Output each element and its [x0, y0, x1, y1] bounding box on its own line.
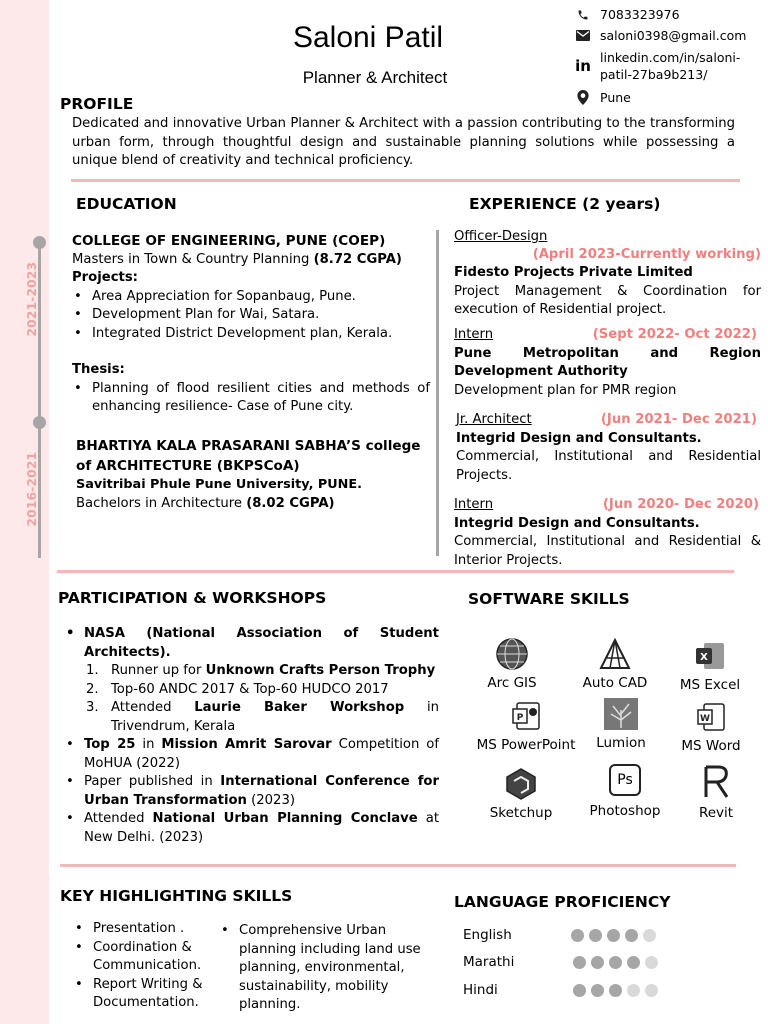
software-label: MS Excel — [679, 677, 741, 693]
exp-role: Intern — [454, 497, 494, 512]
coep-thesis-list — [72, 380, 430, 417]
language-name: Marathi — [463, 954, 515, 970]
software-excel — [672, 638, 748, 694]
timeline-year-2016-2021: 2016-2021 — [23, 451, 39, 527]
list-item: • Coordination & Communication. — [73, 939, 223, 976]
divider-bottom — [60, 864, 736, 867]
proficiency-dot-filled — [607, 929, 620, 942]
list-item: • Integrated District Development plan, Kerala. — [72, 325, 430, 344]
contact-email[interactable] — [572, 27, 746, 44]
proficiency-dots — [573, 984, 658, 997]
phone-icon — [572, 6, 594, 23]
list-item: • Comprehensive Urban planning including land use planning, environmental, sustainability, mobility planning. — [219, 922, 441, 1015]
proficiency-dot-empty — [643, 929, 656, 942]
bkps-university: Savitribai Phule Pune University, PUNE. — [76, 477, 362, 492]
svg-text:P: P — [516, 713, 524, 723]
candidate-title: Planner & Architect — [302, 68, 448, 87]
proficiency-dots — [573, 956, 658, 969]
list-item: • Attended National Urban Planning Conclave at New Delhi. (2023) — [64, 810, 439, 847]
nasa-text: NASA (National Association of Student Architects). — [84, 626, 439, 660]
proficiency-dot-filled — [625, 929, 638, 942]
proficiency-dot-filled — [573, 956, 586, 969]
proficiency-dot-filled — [609, 956, 622, 969]
exp-desc: Development plan for PMR region — [454, 382, 677, 398]
list-item — [64, 625, 439, 662]
list-item: 2. Top-60 ANDC 2017 & Top-60 HUDCO 2017 — [86, 681, 389, 697]
revit-icon — [684, 762, 748, 802]
software-heading: SOFTWARE SKILLS — [468, 590, 630, 608]
linkedin-icon: in — [575, 56, 591, 75]
exp-desc: Commercial, Institutional and Residential Projects. — [456, 449, 761, 483]
coep-college: COLLEGE OF ENGINEERING, PUNE (COEP) — [72, 233, 386, 249]
candidate-name: Saloni Patil — [292, 21, 444, 54]
experience-item-4 — [454, 496, 761, 570]
exp-desc: Project Management & Coordination for execution of Residential project. — [454, 283, 761, 317]
proficiency-dot-filled — [591, 956, 604, 969]
exp-role: Jr. Architect — [456, 412, 532, 427]
proficiency-dot-filled — [627, 956, 640, 969]
autocad-icon — [574, 636, 656, 672]
coep-degree: Masters in Town & Country Planning — [72, 251, 310, 267]
list-item: • Planning of flood resilient cities and methods of enhancing resilience- Case of Pune city. — [72, 380, 430, 417]
sketchup-icon — [482, 766, 560, 802]
education-coep — [72, 232, 430, 417]
coep-projects-label: Projects: — [72, 270, 138, 285]
contact-linkedin[interactable] — [572, 49, 762, 83]
timeline-dot-middle — [33, 416, 46, 429]
software-powerpoint — [470, 698, 582, 754]
education-heading: EDUCATION — [76, 195, 177, 213]
bkps-college: BHARTIYA KALA PRASARANI SABHA’S college of ARCHITECTURE (BKPSCoA) — [76, 438, 421, 474]
software-autocad — [574, 636, 656, 692]
coep-thesis-label: Thesis: — [72, 362, 125, 377]
participation-body — [64, 625, 439, 847]
list-item: • Area Appreciation for Sopanbaug, Pune. — [72, 288, 430, 307]
language-row-english — [463, 926, 656, 945]
email-text: saloni0398@gmail.com — [600, 28, 747, 43]
exp-period: (Jun 2021- Dec 2021) — [600, 412, 757, 427]
proficiency-dots — [571, 929, 656, 942]
experience-item-2 — [454, 326, 761, 400]
exp-company: Integrid Design and Consultants. — [456, 430, 702, 446]
linkedin-text: linkedin.com/in/saloni-patil-27ba9b213/ — [600, 50, 741, 82]
location-text: Pune — [600, 90, 631, 105]
timeline-dot-top — [33, 236, 46, 249]
phone-text: 7083323976 — [600, 7, 680, 22]
list-item: • Paper published in International Conference for Urban Transformation (2023) — [64, 773, 439, 810]
software-label: Sketchup — [489, 805, 553, 821]
proficiency-dot-filled — [573, 984, 586, 997]
list-item: 3. Attended Laurie Baker Workshop in Trivendrum, Kerala — [86, 700, 439, 734]
divider-middle — [57, 570, 734, 573]
contact-location — [572, 89, 631, 106]
location-pin-icon — [572, 89, 594, 106]
powerpoint-icon — [470, 698, 582, 734]
profile-text: Dedicated and innovative Urban Planner & Architect with a passion contributing to the transforming urban form, through thoughtful design and sustainable planning solutions while possessing a unique blend of creativity and technical proficiency. — [72, 116, 735, 168]
svg-text:W: W — [700, 714, 710, 724]
participation-heading: PARTICIPATION & WORKSHOPS — [58, 589, 327, 607]
list-item: • Report Writing & Documentation. — [73, 976, 223, 1013]
software-lumion — [584, 696, 658, 752]
svg-text:X: X — [700, 652, 708, 663]
list-item: 1. Runner up for Unknown Crafts Person Trophy — [86, 663, 436, 678]
proficiency-dot-empty — [627, 984, 640, 997]
software-label: MS Word — [681, 738, 741, 754]
lumion-icon — [584, 696, 658, 732]
software-label: Photoshop — [589, 803, 661, 819]
experience-item-1 — [454, 228, 761, 320]
excel-icon — [672, 638, 748, 674]
bkps-degree: Bachelors in Architecture — [76, 495, 243, 511]
experience-item-3 — [456, 411, 761, 485]
proficiency-dot-filled — [571, 929, 584, 942]
word-icon — [672, 699, 750, 735]
software-revit — [684, 762, 748, 822]
language-row-marathi — [463, 953, 658, 972]
software-label: MS PowerPoint — [476, 737, 576, 753]
exp-period: (Jun 2020- Dec 2020) — [602, 497, 759, 512]
key-skills-heading: KEY HIGHLIGHTING SKILLS — [60, 887, 293, 905]
language-heading: LANGUAGE PROFICIENCY — [454, 893, 671, 911]
divider-profile — [71, 179, 740, 182]
coep-projects-list — [72, 288, 430, 344]
nasa-list — [64, 662, 439, 736]
proficiency-dot-empty — [645, 984, 658, 997]
globe-icon — [472, 636, 552, 672]
software-label: Arc GIS — [487, 675, 537, 691]
software-arcgis — [472, 636, 552, 692]
photoshop-icon: Ps — [584, 760, 666, 800]
list-item: • Top 25 in Mission Amrit Sarovar Competition of MoHUA (2022) — [64, 736, 439, 773]
bkps-cgpa: (8.02 CGPA) — [246, 495, 335, 511]
exp-company: Integrid Design and Consultants. — [454, 515, 700, 531]
language-name: English — [463, 927, 512, 943]
profile-heading: PROFILE — [60, 95, 134, 113]
exp-period: (April 2023-Currently working) — [532, 246, 761, 262]
exp-role: Officer-Design — [454, 229, 548, 244]
proficiency-dot-empty — [645, 956, 658, 969]
coep-cgpa: (8.72 CGPA) — [313, 251, 402, 267]
exp-desc: Commercial, Institutional and Residential & Interior Projects. — [454, 534, 761, 568]
vertical-divider — [436, 230, 439, 556]
software-photoshop — [584, 760, 666, 820]
experience-heading: EXPERIENCE (2 years) — [469, 195, 661, 213]
list-item: • Development Plan for Wai, Satara. — [72, 306, 430, 325]
education-bkps — [76, 437, 432, 513]
key-skills-col2 — [219, 922, 441, 1015]
software-label: Auto CAD — [582, 675, 648, 691]
exp-period: (Sept 2022- Oct 2022) — [592, 327, 757, 342]
software-label: Revit — [698, 805, 734, 821]
timeline-year-2021-2023: 2021-2023 — [23, 261, 39, 337]
proficiency-dot-filled — [589, 929, 602, 942]
software-sketchup — [482, 766, 560, 822]
proficiency-dot-filled — [591, 984, 604, 997]
list-item: • Presentation . — [73, 920, 223, 939]
language-row-hindi — [463, 981, 658, 1000]
language-name: Hindi — [463, 982, 498, 998]
contact-phone[interactable] — [572, 6, 680, 23]
exp-company: Pune Metropolitan and Region Development Authority — [454, 345, 761, 379]
exp-company: Fidesto Projects Private Limited — [454, 265, 693, 280]
key-skills-col1 — [73, 920, 223, 1013]
proficiency-dot-filled — [609, 984, 622, 997]
email-icon — [572, 27, 594, 44]
exp-role: Intern — [454, 327, 494, 342]
software-label: Lumion — [596, 735, 646, 751]
software-word — [672, 699, 750, 755]
